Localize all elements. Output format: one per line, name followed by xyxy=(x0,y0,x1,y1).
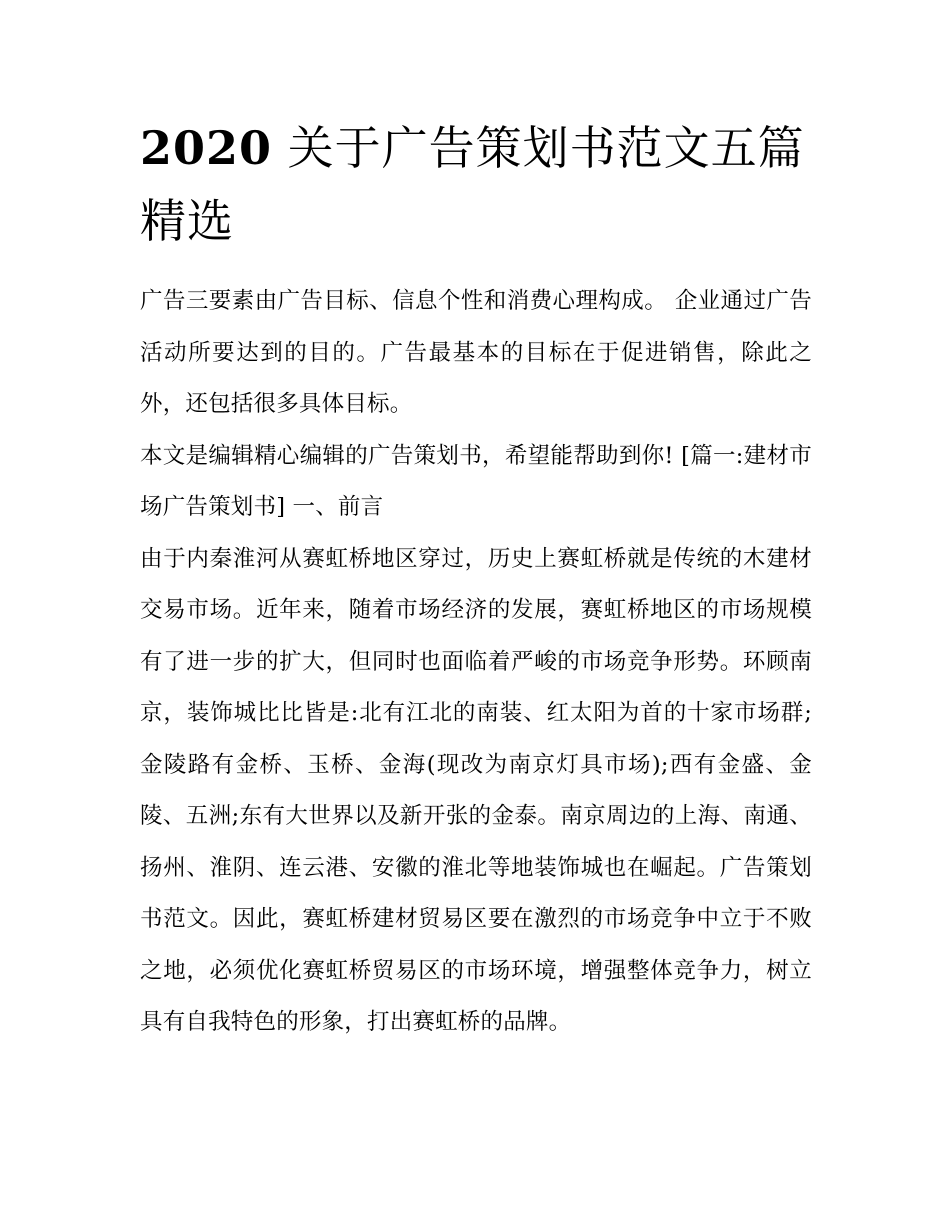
title-text: 关于广告策划书范文五篇精选 xyxy=(140,121,805,248)
paragraph-main: 由于内秦淮河从赛虹桥地区穿过，历史上赛虹桥就是传统的木建材交易市场。近年来，随着市场经济的发展，赛虹桥地区的市场规模有了进一步的扩大，但同时也面临着严峻的市场竞争形势。环顾南京，装饰城比比皆是:北有江北的南装、红太阳为首的十家市场群;金陵路有金桥、玉桥、金海(现改为南京灯具市场);西有金盛、金陵、五洲;东有大世界以及新开张的金泰。南京周边的上海、南通、扬州、淮阴、连云港、安徽的淮北等地装饰城也在崛起。广告策划书范文。因此，赛虹桥建材贸易区要在激烈的市场竞争中立于不败之地，必须优化赛虹桥贸易区的市场环境，增强整体竞争力，树立具有自我特色的形象，打出赛虹桥的品牌。 xyxy=(140,545,812,1035)
title-year: 2020 xyxy=(140,121,273,175)
paragraph-preface: 本文是编辑精心编辑的广告策划书，希望能帮助到你! [篇一:建材市场广告策划书] 一、前言 xyxy=(140,442,812,520)
document-title xyxy=(140,112,820,258)
document-body xyxy=(140,276,812,1049)
paragraph-intro: 广告三要素由广告目标、信息个性和消费心理构成。 企业通过广告活动所要达到的目的。广告最基本的目标在于促进销售，除此之外，还包括很多具体目标。 xyxy=(140,288,812,417)
